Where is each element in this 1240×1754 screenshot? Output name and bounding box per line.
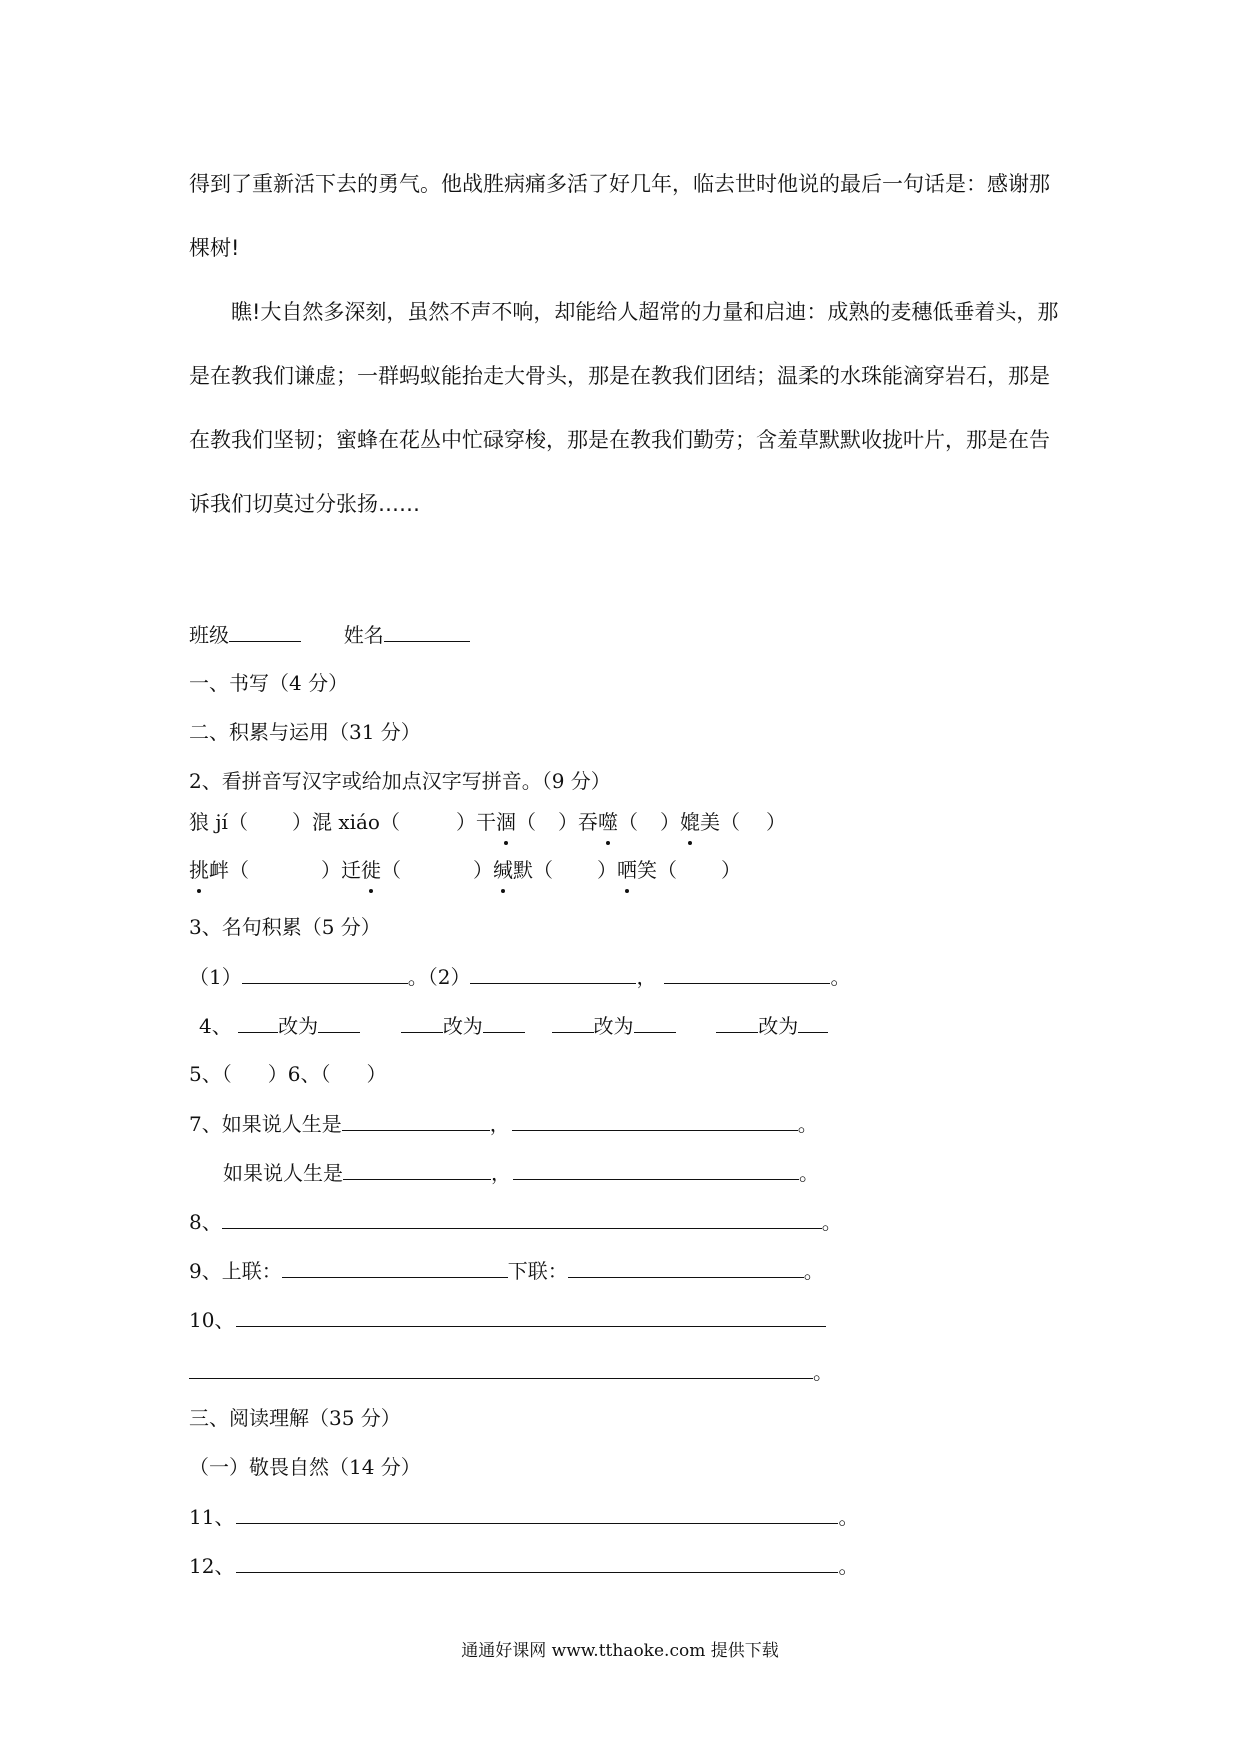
q3-blank-2[interactable]: [470, 961, 636, 984]
q11-number: 11、: [189, 1505, 235, 1529]
name-label: 姓名: [343, 623, 384, 647]
question-3: 3、名句积累（5 分）: [189, 915, 381, 939]
q2-dotted-char-1: 涸: [496, 807, 516, 837]
q4-blank-4a[interactable]: [716, 1010, 758, 1033]
q11-blank[interactable]: [236, 1501, 838, 1524]
question-5-6-row: [189, 1059, 386, 1089]
section-1-heading: 一、书写（4 分）: [189, 671, 349, 695]
question-10-row-2: [189, 1356, 833, 1386]
q3-blank-1[interactable]: [242, 961, 408, 984]
subsection-1-heading: （一）敬畏自然（14 分）: [189, 1455, 421, 1479]
page-footer: 通通好课网 www.tthaoke.com 提供下载: [461, 1641, 779, 1661]
q11-end: 。: [838, 1505, 859, 1529]
q6-close: ）: [366, 1062, 387, 1086]
q2-r2-a-post: ）迁: [321, 858, 361, 882]
q3-label-1: （1）: [189, 965, 242, 989]
q2-r1-d-post: （: [617, 810, 638, 834]
q2-dotted-char-4: 挑: [189, 855, 209, 885]
q2-r1-e-pre: ）: [659, 810, 680, 834]
question-2-row-1: [189, 807, 786, 837]
q10-blank-1[interactable]: [236, 1304, 826, 1327]
q2-r2-a-pre: 衅（: [209, 858, 249, 882]
q4-number: 4、: [199, 1014, 232, 1038]
q2-r1-c-post: （: [515, 810, 536, 834]
q4-change-2: 改为: [442, 1014, 483, 1038]
section-2-heading: 二、积累与运用（31 分）: [189, 720, 421, 744]
q2-r2-d-post: ）: [721, 858, 741, 882]
q7-comma-2: ，: [491, 1161, 511, 1185]
q12-end: 。: [838, 1554, 859, 1578]
q2-dotted-char-3: 媲: [680, 807, 700, 837]
q5-label: 5、（: [189, 1062, 232, 1086]
passage: [189, 152, 1064, 536]
q10-number: 10、: [189, 1308, 235, 1332]
question-10-row-1: [189, 1304, 826, 1334]
question-4-row: [199, 1010, 828, 1040]
question-3-answer-row: [189, 961, 850, 991]
question-7-row-2: [223, 1157, 819, 1187]
q10-end: 。: [813, 1360, 833, 1384]
q7-number: 7、: [189, 1112, 222, 1136]
q2-r1-e-post: ）: [765, 810, 786, 834]
q2-r1-b-post: ）干: [455, 810, 496, 834]
q2-r1-a-pre: 狼 jí（: [189, 810, 248, 834]
q2-r2-b-post: （: [381, 858, 401, 882]
q9-up-label: 上联：: [221, 1259, 282, 1283]
class-name-row: [189, 619, 470, 649]
q4-blank-2a[interactable]: [401, 1010, 443, 1033]
q7-blank-2[interactable]: [512, 1108, 798, 1131]
q8-number: 8、: [189, 1210, 222, 1234]
question-2: 2、看拼音写汉字或给加点汉字写拼音。（9 分）: [189, 769, 611, 793]
q2-r2-c-mid: 默（: [513, 858, 553, 882]
q2-dotted-char-2: 噬: [598, 807, 618, 837]
q12-number: 12、: [189, 1554, 235, 1578]
q4-blank-3b[interactable]: [634, 1010, 676, 1033]
passage-paragraph-2: 瞧!大自然多深刻，虽然不声不响，却能给人超常的力量和启迪：成熟的麦穗低垂着头，那是在教我们谦虚；一群蚂蚁能抬走大骨头，那是在教我们团结；温柔的水珠能滴穿岩石，那是在教我们坚韧；蜜蜂在花丛中忙碌穿梭，那是在教我们勤劳；含羞草默默收拢叶片，那是在告诉我们切莫过分张扬……: [189, 300, 1059, 516]
question-12-row: [189, 1550, 858, 1580]
question-2-row-2: [189, 855, 741, 885]
q7-text-2: 如果说人生是: [223, 1161, 343, 1185]
q4-blank-1a[interactable]: [238, 1010, 278, 1033]
q4-blank-2b[interactable]: [483, 1010, 525, 1033]
q8-blank[interactable]: [222, 1206, 822, 1229]
question-8-row: [189, 1206, 842, 1236]
q2-dotted-char-6: 缄: [493, 855, 513, 885]
q9-down-blank[interactable]: [568, 1255, 804, 1278]
q4-blank-3a[interactable]: [552, 1010, 594, 1033]
question-11-row: [189, 1501, 858, 1531]
class-blank[interactable]: [229, 619, 301, 642]
q2-r1-a-post: ）混 xiáo（: [291, 810, 400, 834]
q7-end-2: 。: [799, 1161, 819, 1185]
q2-r2-c-pre: ）: [473, 858, 493, 882]
q9-number: 9、: [189, 1259, 222, 1283]
question-7-row-1: [189, 1108, 818, 1138]
q8-end: 。: [821, 1210, 842, 1234]
q7-blank-1[interactable]: [342, 1108, 490, 1131]
q9-up-blank[interactable]: [282, 1255, 508, 1278]
q7-blank-4[interactable]: [513, 1157, 799, 1180]
q7-text-1: 如果说人生是: [221, 1112, 342, 1136]
q3-comma: ，: [636, 965, 657, 989]
q4-blank-4b[interactable]: [798, 1010, 828, 1033]
q3-blank-3[interactable]: [664, 961, 830, 984]
q12-blank[interactable]: [236, 1550, 838, 1573]
q3-end: 。: [830, 965, 851, 989]
passage-paragraph-1: 得到了重新活下去的勇气。他战胜病痛多活了好几年，临去世时他说的最后一句话是：感谢那棵树!: [189, 172, 1050, 260]
q4-blank-1b[interactable]: [318, 1010, 360, 1033]
q4-change-3: 改为: [593, 1014, 634, 1038]
q9-end: 。: [803, 1259, 824, 1283]
question-9-row: [189, 1255, 824, 1285]
q2-r1-e-mid: 美（: [699, 810, 740, 834]
q2-dotted-char-5: 徙: [361, 855, 381, 885]
q4-change-4: 改为: [758, 1014, 799, 1038]
q7-end-1: 。: [797, 1112, 818, 1136]
class-label: 班级: [189, 623, 229, 647]
q10-blank-2[interactable]: [189, 1356, 813, 1379]
name-blank[interactable]: [384, 619, 470, 642]
q2-r2-d-mid: 笑（: [637, 858, 677, 882]
q3-label-2: 。（2）: [407, 965, 471, 989]
q9-down-label: 下联：: [507, 1259, 568, 1283]
q2-r2-d-pre: ）: [597, 858, 617, 882]
section-3-heading: 三、阅读理解（35 分）: [189, 1406, 401, 1430]
q4-change-1: 改为: [278, 1014, 319, 1038]
q7-blank-3[interactable]: [343, 1157, 491, 1180]
q7-comma-1: ，: [489, 1112, 510, 1136]
q6-label: ）6、（: [267, 1062, 331, 1086]
q2-dotted-char-7: 哂: [617, 855, 637, 885]
q2-r1-d-pre: ）吞: [557, 810, 598, 834]
